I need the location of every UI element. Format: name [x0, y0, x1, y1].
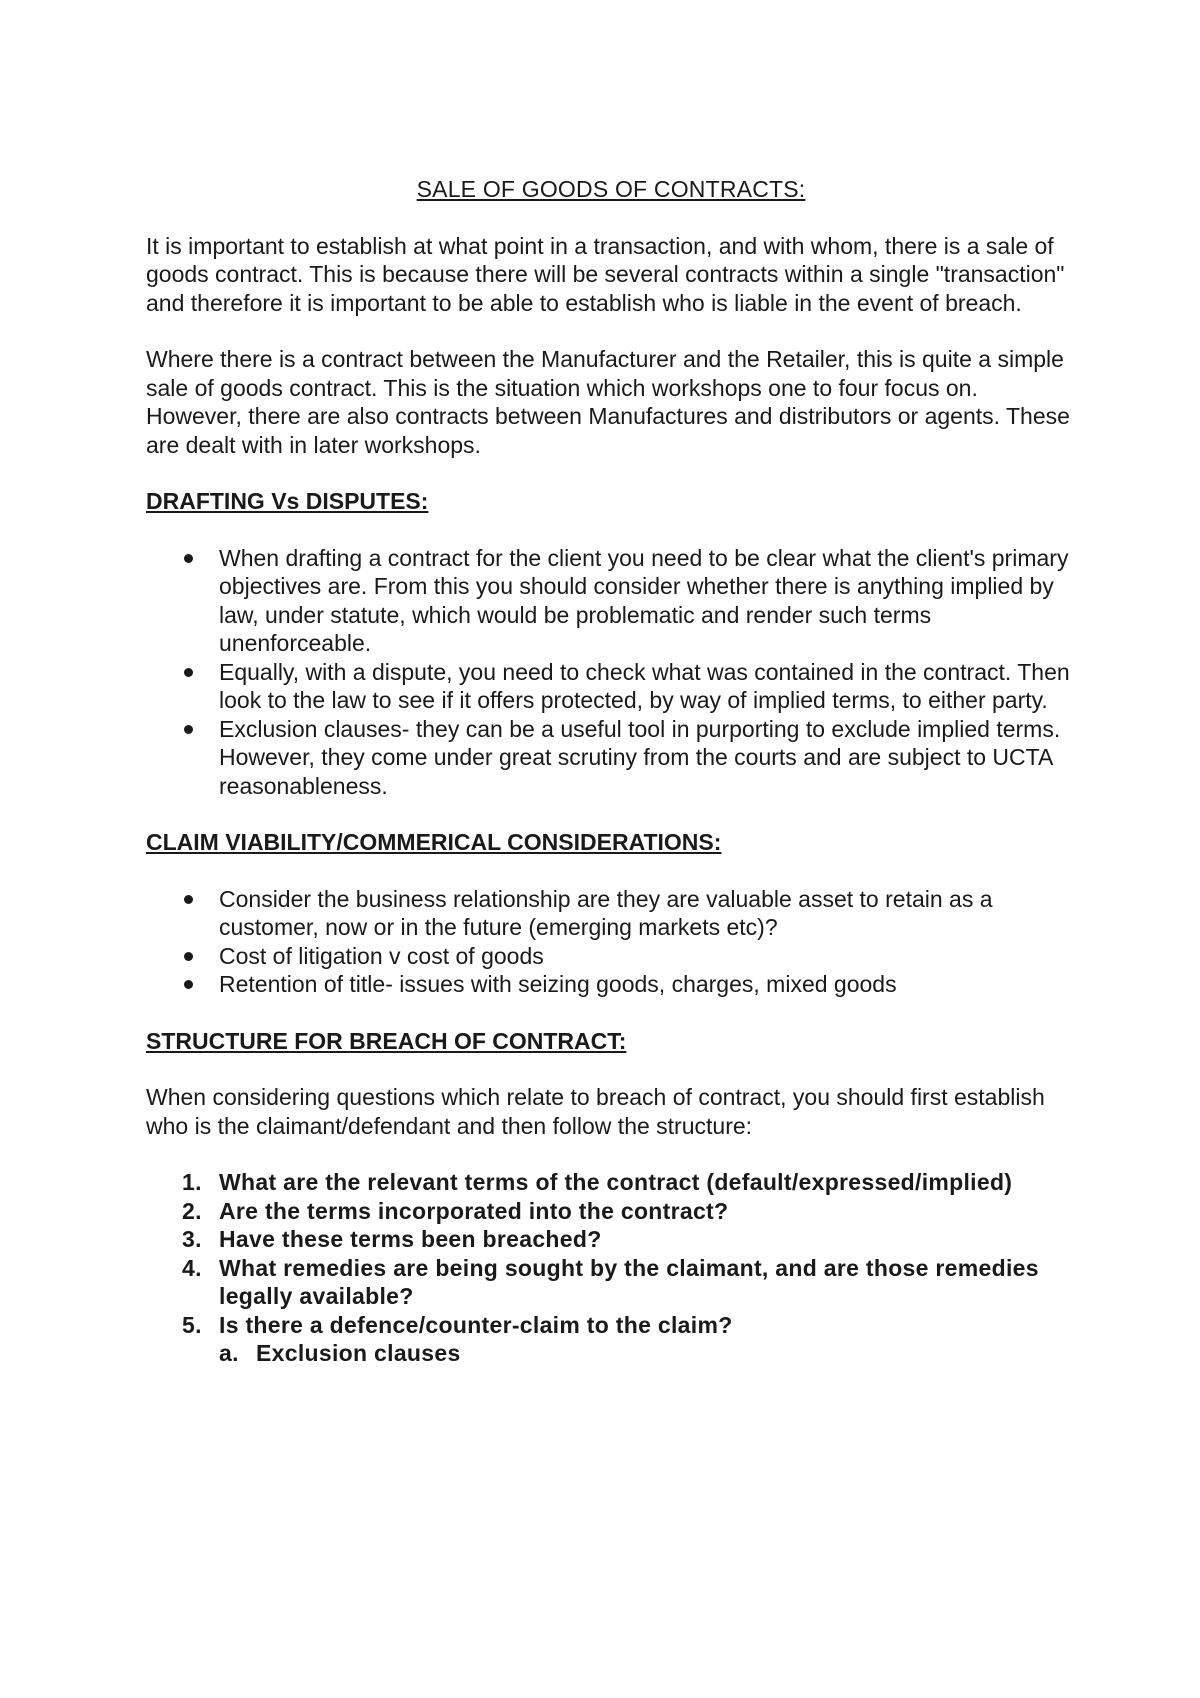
list-item-text: Is there a defence/counter-claim to the claim?	[219, 1311, 733, 1338]
list-number: 3.	[182, 1226, 202, 1252]
list-item	[146, 1197, 1076, 1226]
list-number: 1.	[182, 1169, 202, 1195]
list-item-text: What are the relevant terms of the contract (default/expressed/implied)	[219, 1169, 1013, 1195]
sub-list-letter: a.	[219, 1340, 239, 1366]
section-heading-drafting: DRAFTING Vs DISPUTES:	[146, 488, 429, 514]
list-number: 2.	[182, 1197, 202, 1224]
list-number: 4.	[182, 1254, 202, 1281]
sub-list	[219, 1339, 1076, 1368]
document-page	[146, 175, 1076, 1368]
list-number: 5.	[182, 1311, 202, 1338]
bullet-item: Cost of litigation v cost of goods	[146, 942, 1076, 971]
claim-bullet-list	[146, 885, 1076, 999]
list-item-text: What remedies are being sought by the claimant, and are those remedies legally available?	[219, 1254, 1039, 1309]
structure-numbered-list	[146, 1168, 1076, 1368]
intro-paragraph: It is important to establish at what point in a transaction, and with whom, there is a sale of goods contract. This is because there will be several contracts within a single "transaction" and therefore it is important to be able to establish who is liable in the event of breach.	[146, 232, 1065, 316]
bullet-item: Equally, with a dispute, you need to check what was contained in the contract. Then look to the law to see if it offers protected, by way of implied terms, to either party.	[146, 658, 1076, 715]
bullet-item: When drafting a contract for the client you need to be clear what the client's primary objectives are. From this you should consider whether there is anything implied by law, under statute, which would be problematic and render such terms unenforceable.	[146, 544, 1076, 658]
bullet-item: Retention of title- issues with seizing goods, charges, mixed goods	[146, 970, 1076, 999]
intro-paragraph: Where there is a contract between the Manufacturer and the Retailer, this is quite a simple sale of goods contract. This is the situation which workshops one to four focus on. However, there are also contracts between Manufactures and distributors or agents. These are dealt with in later workshops.	[146, 346, 1070, 458]
drafting-bullet-list	[146, 544, 1076, 801]
list-item-text: Are the terms incorporated into the contract?	[219, 1197, 729, 1224]
list-item	[146, 1225, 1076, 1254]
section-heading-structure: STRUCTURE FOR BREACH OF CONTRACT:	[146, 1027, 627, 1054]
list-item	[146, 1254, 1076, 1311]
sub-list-item-text: Exclusion clauses	[256, 1340, 461, 1366]
bullet-item: Exclusion clauses- they can be a useful tool in purporting to exclude implied terms. However, they come under great scrutiny from the courts and are subject to UCTA reasonableness.	[146, 715, 1076, 801]
document-title: SALE OF GOODS OF CONTRACTS:	[416, 176, 806, 202]
section-heading-claim: CLAIM VIABILITY/COMMERICAL CONSIDERATIONS:	[146, 829, 722, 855]
structure-intro: When considering questions which relate to breach of contract, you should first establish who is the claimant/defendant and then follow the structure:	[146, 1084, 1045, 1139]
bullet-item: Consider the business relationship are they are valuable asset to retain as a customer, now or in the future (emerging markets etc)?	[146, 885, 1076, 942]
sub-list-item	[219, 1339, 1076, 1368]
list-item	[146, 1168, 1076, 1197]
list-item-text: Have these terms been breached?	[219, 1226, 602, 1252]
list-item	[146, 1311, 1076, 1368]
